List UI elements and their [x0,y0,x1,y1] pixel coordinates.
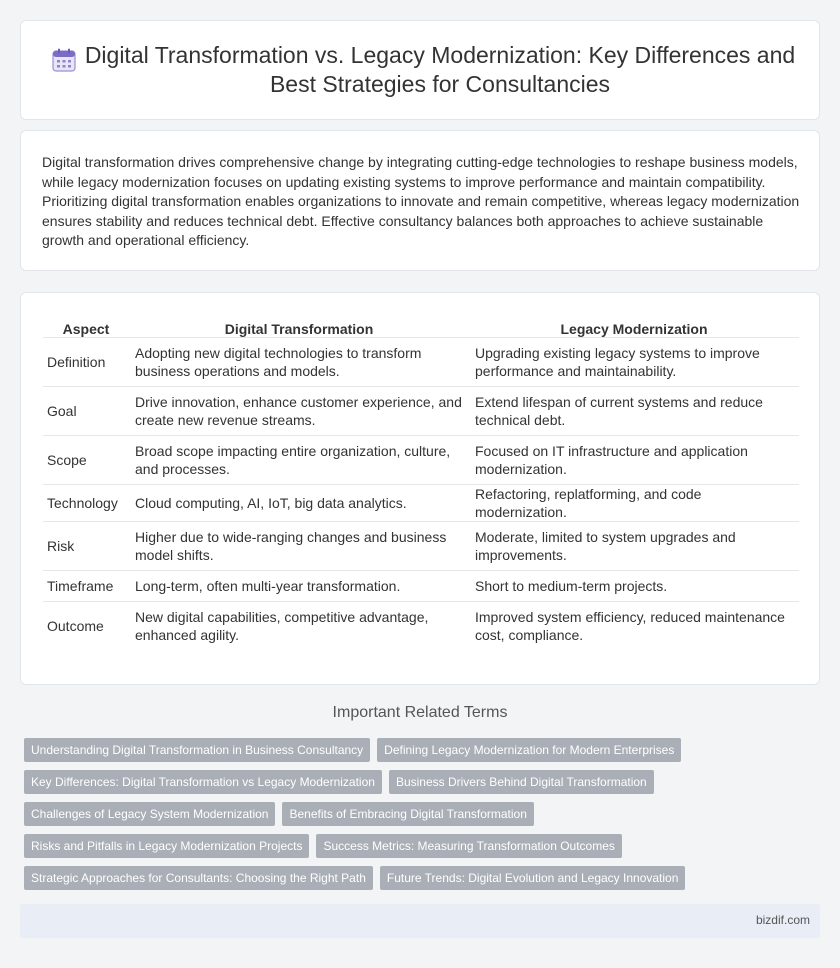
tag-row [24,834,804,858]
related-terms-title: Important Related Terms [332,704,508,721]
related-terms-list [24,738,804,898]
intro-card [20,130,820,271]
related-term-link[interactable]: Understanding Digital Transformation in Business Consultancy [24,738,370,762]
related-term-link[interactable]: Defining Legacy Modernization for Modern Enterprises [377,738,681,762]
related-term-link[interactable]: Strategic Approaches for Consultants: Choosing the Right Path [24,866,373,890]
header-card [20,20,820,120]
related-term-link[interactable]: Challenges of Legacy System Modernization [24,802,275,826]
table-row [43,337,799,386]
aspect-cell: Definition [43,337,129,386]
tag-row [24,802,804,826]
legacy-modernization-cell: Refactoring, replatforming, and code modernization. [469,484,799,521]
aspect-cell: Technology [43,484,129,521]
table-header-row [43,315,799,337]
table-row [43,570,799,601]
digital-transformation-cell: Long-term, often multi-year transformation. [129,570,469,601]
header-aspect: Aspect [43,315,129,337]
table-row [43,601,799,650]
page-title: Digital Transformation vs. Legacy Modernization: Key Differences and Best Strategies for Consultancies [84,42,796,97]
legacy-modernization-cell: Short to medium-term projects. [469,570,799,601]
digital-transformation-cell: Drive innovation, enhance customer experience, and create new revenue streams. [129,386,469,435]
related-term-link[interactable]: Business Drivers Behind Digital Transformation [389,770,654,794]
aspect-cell: Outcome [43,601,129,650]
legacy-modernization-cell: Improved system efficiency, reduced maintenance cost, compliance. [469,601,799,650]
legacy-modernization-cell: Moderate, limited to system upgrades and improvements. [469,521,799,570]
tag-row [24,866,804,890]
aspect-cell: Scope [43,435,129,484]
tag-row [24,770,804,794]
intro-paragraph: Digital transformation drives comprehensive change by integrating cutting-edge technologies to reshape business models, while legacy modernization focuses on updating existing systems to improve performance and maintain compatibility. Prioritizing digital transformation enables organizations to innovate and remain competitive, whereas legacy modernization ensures stability and reduces technical debt. Effective consultancy balances both approaches to achieve sustainable growth and operational efficiency. [42,154,800,249]
header-digital-transformation: Digital Transformation [129,315,469,337]
footer [20,904,820,938]
footer-site: bizdif.com [755,913,810,927]
related-term-link[interactable]: Key Differences: Digital Transformation vs Legacy Modernization [24,770,382,794]
digital-transformation-cell: New digital capabilities, competitive advantage, enhanced agility. [129,601,469,650]
header-legacy-modernization: Legacy Modernization [469,315,799,337]
legacy-modernization-cell: Focused on IT infrastructure and application modernization. [469,435,799,484]
table-row [43,435,799,484]
aspect-cell: Risk [43,521,129,570]
related-term-link[interactable]: Success Metrics: Measuring Transformation Outcomes [316,834,621,858]
digital-transformation-cell: Broad scope impacting entire organization, culture, and processes. [129,435,469,484]
aspect-cell: Timeframe [43,570,129,601]
digital-transformation-cell: Cloud computing, AI, IoT, big data analytics. [129,484,469,521]
digital-transformation-cell: Adopting new digital technologies to transform business operations and models. [129,337,469,386]
table-row [43,386,799,435]
related-term-link[interactable]: Risks and Pitfalls in Legacy Modernization Projects [24,834,309,858]
digital-transformation-cell: Higher due to wide-ranging changes and business model shifts. [129,521,469,570]
related-term-link[interactable]: Benefits of Embracing Digital Transformation [282,802,533,826]
aspect-cell: Goal [43,386,129,435]
related-term-link[interactable]: Future Trends: Digital Evolution and Legacy Innovation [380,866,686,890]
tag-row [24,738,804,762]
legacy-modernization-cell: Extend lifespan of current systems and reduce technical debt. [469,386,799,435]
legacy-modernization-cell: Upgrading existing legacy systems to improve performance and maintainability. [469,337,799,386]
table-row [43,521,799,570]
table-row [43,484,799,521]
comparison-card [20,292,820,685]
comparison-table [43,315,799,650]
